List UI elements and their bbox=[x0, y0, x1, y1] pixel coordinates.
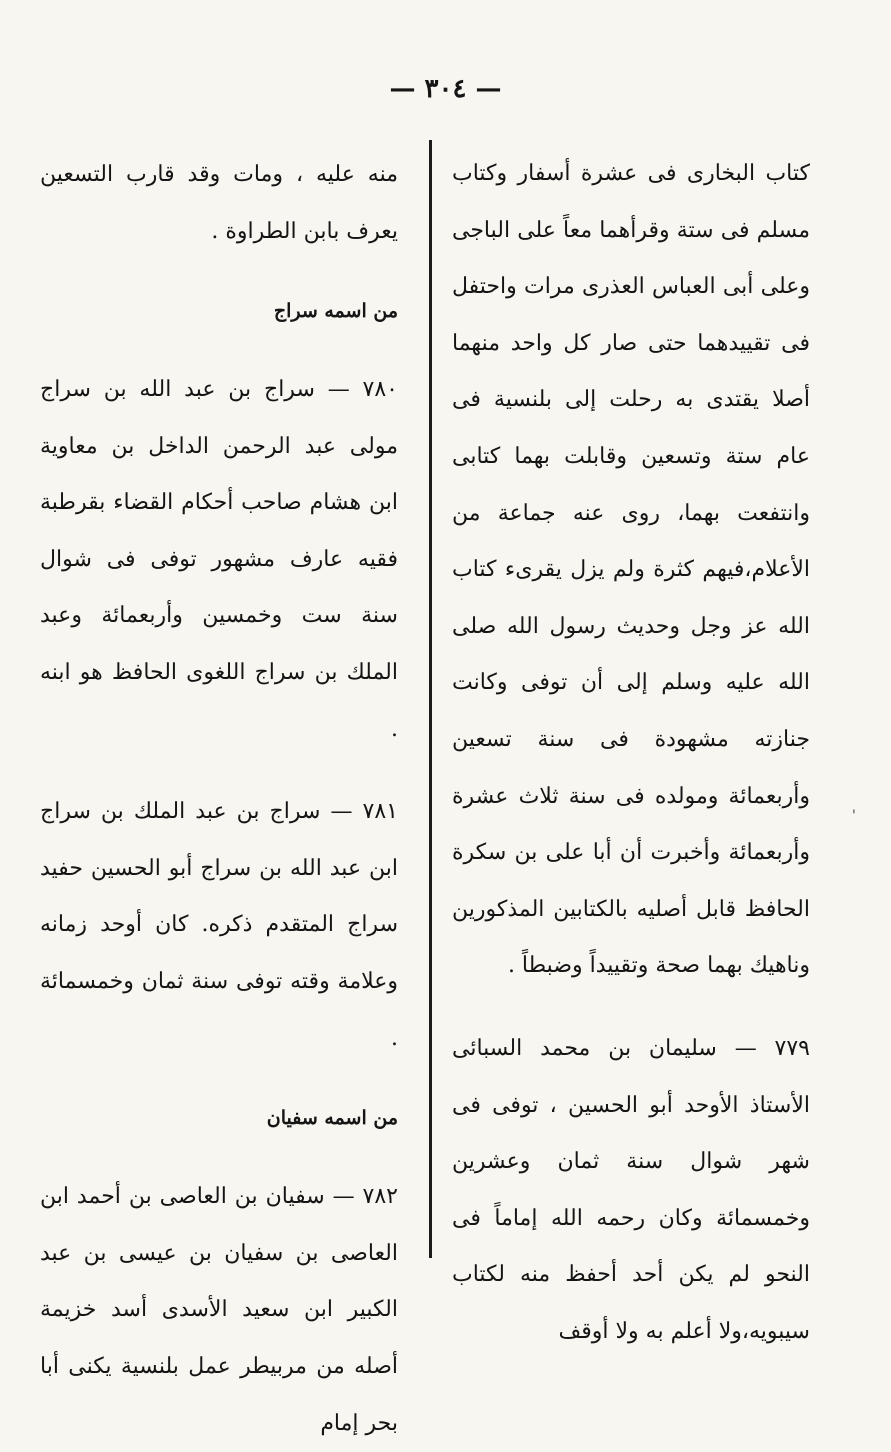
entry-782: ٧٨٢ — سفيان بن العاصى بن أحمد ابن العاصى بن سفيان بن عيسى بن عبد الكبير ابن سعيد الأسدى أسد خزيمة أصله من مربيطر عمل بلنسية يكنى أبا بحر إمام bbox=[40, 1184, 398, 1436]
paragraph-continuation: كتاب البخارى فى عشرة أسفار وكتاب مسلم فى ستة وقرأهما معاً على الباجى وعلى أبى العباس العذرى مرات واحتفل فى تقييدهما حتى صار كل واحد منهما أصلا يقتدى به رحلت إلى بلنسية فى عام ستة وتسعين وقابلت بهما كتابى وانتفعت بهما، روى عنه جماعة من الأعلام،فيهم كثرة ولم يزل يقرىء كتاب الله عز وجل وحديث رسول الله صلى الله عليه وسلم إلى أن توفى وكانت جنازته مشهودة فى سنة تسعين وأربعمائة ومولده فى سنة ثلاث عشرة وأربعمائة وأخبرت أن أبا على بن سكرة الحافظ قابل أصليه بالكتابين المذكورين وناهيك بهما صحة وتقييداً وضبطاً . bbox=[452, 161, 810, 979]
stray-mark: ' bbox=[852, 808, 856, 824]
left-column bbox=[40, 146, 398, 1452]
right-column bbox=[452, 146, 810, 1360]
column-divider bbox=[429, 140, 432, 1258]
page-number: — ٣٠٤ — bbox=[389, 74, 502, 104]
section-heading-sufyan: من اسمه سفيان bbox=[266, 1107, 398, 1130]
section-heading-siraj: من اسمه سراج bbox=[273, 300, 398, 322]
entry-781: ٧٨١ — سراج بن عبد الملك بن سراج ابن عبد الله بن سراج أبو الحسين حفيد سراج المتقدم ذكره. كان أوحد زمانه وعلامة وقته توفى سنة ثمان وخمسمائة . bbox=[40, 799, 398, 1051]
paragraph-continuation: منه عليه ، ومات وقد قارب التسعين يعرف بابن الطراوة . bbox=[40, 162, 398, 244]
entry-779: ٧٧٩ — سليمان بن محمد السبائى الأستاذ الأوحد أبو الحسين ، توفى فى شهر شوال سنة ثمان وعشرين وخمسمائة وكان رحمه الله إماماً فى النحو لم يكن أحد أحفظ منه لكتاب سيبويه،ولا أعلم به ولا أوقف bbox=[452, 1035, 810, 1344]
entry-780: ٧٨٠ — سراج بن عبد الله بن سراج مولى عبد الرحمن الداخل بن معاوية ابن هشام صاحب أحكام القضاء بقرطبة فقيه عارف مشهور توفى فى شوال سنة ست وخمسين وأربعمائة وعبد الملك بن سراج اللغوى الحافظ هو ابنه . bbox=[40, 377, 398, 742]
